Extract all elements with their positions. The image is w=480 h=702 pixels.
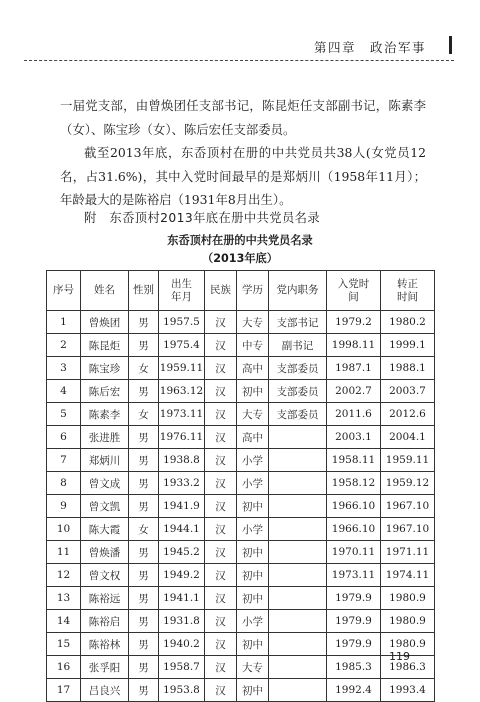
table-cell: 1966.10 [327,518,381,541]
table-cell: 男 [129,472,159,495]
table-cell: 副书记 [269,334,327,357]
table-cell: 1980.2 [381,311,435,334]
table-cell [269,679,327,702]
table-cell: 支部委员 [269,357,327,380]
table-cell: 2003.7 [381,380,435,403]
table-cell: 1958.12 [327,472,381,495]
table-cell: 大专 [237,656,269,679]
table-row [47,472,435,495]
table-cell: 汉 [205,426,237,449]
party-members-table [46,270,435,702]
table-cell: 1933.2 [159,472,205,495]
table-cell [269,472,327,495]
col-education-header: 学历 [237,271,269,311]
table-cell: 男 [129,610,159,633]
table-row [47,633,435,656]
table-cell [269,426,327,449]
table-cell: 1931.8 [159,610,205,633]
table-cell: 男 [129,541,159,564]
table-cell: 1967.10 [381,518,435,541]
table-cell: 男 [129,679,159,702]
table-cell: 初中 [237,380,269,403]
table-cell: 1958.11 [327,449,381,472]
table-cell: 初中 [237,633,269,656]
table-cell: 1998.11 [327,334,381,357]
col-full-member-date-header: 转正 时间 [381,271,435,311]
col-position-header: 党内职务 [269,271,327,311]
col-ethnicity-header: 民族 [205,271,237,311]
table-cell: 1975.4 [159,334,205,357]
table-cell: 曾文权 [81,564,129,587]
table-row [47,679,435,702]
table-cell: 5 [47,403,81,426]
table-cell: 张进胜 [81,426,129,449]
table-cell: 大专 [237,311,269,334]
table-cell: 1959.12 [381,472,435,495]
table-cell: 1941.1 [159,587,205,610]
table-cell: 男 [129,564,159,587]
table-cell: 13 [47,587,81,610]
table-cell: 1940.2 [159,633,205,656]
table-cell: 支部书记 [269,311,327,334]
table-cell: 曾焕潘 [81,541,129,564]
table-cell: 1967.10 [381,495,435,518]
table-cell: 陈后宏 [81,380,129,403]
table-cell: 汉 [205,403,237,426]
table-cell: 汉 [205,449,237,472]
table-cell: 曾焕团 [81,311,129,334]
table-row [47,610,435,633]
table-cell: 10 [47,518,81,541]
table-cell [269,564,327,587]
table-cell: 2002.7 [327,380,381,403]
table-cell: 17 [47,679,81,702]
table-row [47,426,435,449]
table-cell: 1953.8 [159,679,205,702]
table-cell: 1963.12 [159,380,205,403]
table-cell: 1970.11 [327,541,381,564]
table-row [47,449,435,472]
table-cell: 14 [47,610,81,633]
table-cell: 1938.8 [159,449,205,472]
table-cell: 初中 [237,564,269,587]
table-cell: 1980.9 [381,633,435,656]
table-cell: 15 [47,633,81,656]
table-cell [269,518,327,541]
table-cell: 1980.9 [381,587,435,610]
table-row [47,334,435,357]
table-cell: 6 [47,426,81,449]
table-cell: 4 [47,380,81,403]
table-cell: 1976.11 [159,426,205,449]
table-cell: 高中 [237,357,269,380]
table-cell: 陈宝珍 [81,357,129,380]
table-cell: 陈裕远 [81,587,129,610]
table-cell: 陈昆炬 [81,334,129,357]
table-cell: 1979.9 [327,587,381,610]
table-cell: 1966.10 [327,495,381,518]
table-cell: 初中 [237,587,269,610]
table-cell: 男 [129,449,159,472]
table-cell: 初中 [237,495,269,518]
table-cell: 郑炳川 [81,449,129,472]
col-name-header: 姓名 [81,271,129,311]
table-cell: 1 [47,311,81,334]
col-birth-header: 出生 年月 [159,271,205,311]
col-gender-header: 性别 [129,271,159,311]
table-cell [269,656,327,679]
table-row [47,541,435,564]
table-cell [269,633,327,656]
table-row [47,357,435,380]
table-cell: 男 [129,380,159,403]
table-cell: 陈裕林 [81,633,129,656]
table-cell: 支部委员 [269,403,327,426]
table-cell: 1941.9 [159,495,205,518]
table-cell: 男 [129,587,159,610]
table-cell: 陈素李 [81,403,129,426]
table-cell: 11 [47,541,81,564]
table-row [47,656,435,679]
table-cell: 女 [129,518,159,541]
table-cell: 1993.4 [381,679,435,702]
page-number: 119 [389,650,410,663]
table-cell: 汉 [205,518,237,541]
table-cell: 女 [129,357,159,380]
table-cell: 陈裕启 [81,610,129,633]
table-cell: 男 [129,311,159,334]
table-cell: 汉 [205,357,237,380]
table-row [47,518,435,541]
table-cell: 1988.1 [381,357,435,380]
table-cell: 汉 [205,610,237,633]
table-row [47,403,435,426]
table-row [47,311,435,334]
table-cell: 陈大霞 [81,518,129,541]
table-title: 东岙顶村在册的中共党员名录 [167,234,313,247]
table-cell: 汉 [205,541,237,564]
table-cell: 1973.11 [159,403,205,426]
table-row [47,564,435,587]
table-cell: 1987.1 [327,357,381,380]
table-cell: 1957.5 [159,311,205,334]
col-index-header: 序号 [47,271,81,311]
table-cell: 男 [129,334,159,357]
table-cell: 1973.11 [327,564,381,587]
table-cell: 大专 [237,403,269,426]
table-cell: 男 [129,633,159,656]
table-cell: 小学 [237,518,269,541]
table-cell: 高中 [237,426,269,449]
running-header [18,32,464,62]
table-cell: 男 [129,426,159,449]
table-cell [269,587,327,610]
table-cell: 12 [47,564,81,587]
table-cell: 汉 [205,656,237,679]
table-cell: 1992.4 [327,679,381,702]
table-cell: 1999.1 [381,334,435,357]
table-cell: 1974.11 [381,564,435,587]
table-cell: 2012.6 [381,403,435,426]
table-cell: 16 [47,656,81,679]
table-cell: 中专 [237,334,269,357]
table-cell: 初中 [237,679,269,702]
table-cell: 1979.2 [327,311,381,334]
table-cell: 1980.9 [381,610,435,633]
col-join-date-header: 入党时 间 [327,271,381,311]
table-cell: 1979.9 [327,633,381,656]
table-row [47,380,435,403]
paragraph-member-stats: 截至2013年底，东岙顶村在册的中共党员共38人(女党员12名，占31.6%)，其中入党时间最早的是郑炳川（1958年11月）；年龄最大的是陈裕启（1931年8月出生）。 [60,145,426,207]
table-cell: 1944.1 [159,518,205,541]
table-cell [269,610,327,633]
table-cell: 男 [129,495,159,518]
table-cell: 1979.9 [327,610,381,633]
header-divider [24,60,454,61]
table-cell: 张孚阳 [81,656,129,679]
table-cell: 小学 [237,472,269,495]
table-cell: 9 [47,495,81,518]
table-cell: 8 [47,472,81,495]
table-cell: 吕良兴 [81,679,129,702]
table-cell: 支部委员 [269,380,327,403]
table-cell: 曾文成 [81,472,129,495]
table-cell: 汉 [205,679,237,702]
table-cell: 汉 [205,587,237,610]
appendix-caption: 附 东岙顶村2013年底在册中共党员名录 [84,211,321,225]
table-cell [269,495,327,518]
paragraph-committee: 一届党支部，由曾焕团任支部书记，陈昆炬任支部副书记，陈素李（女）、陈宝珍（女）、陈后宏任支部委员。 [60,98,426,137]
table-cell: 2003.1 [327,426,381,449]
table-cell [269,541,327,564]
chapter-title: 第四章 政治军事 [313,40,426,55]
table-cell: 小学 [237,449,269,472]
table-cell: 1959.11 [381,449,435,472]
table-cell: 1971.11 [381,541,435,564]
table-cell: 汉 [205,472,237,495]
table-cell: 男 [129,656,159,679]
table-header-row [47,271,435,311]
table-cell: 1958.7 [159,656,205,679]
header-bar-mark [449,36,452,54]
table-cell: 7 [47,449,81,472]
table-row [47,587,435,610]
table-cell: 汉 [205,495,237,518]
table-cell: 汉 [205,311,237,334]
table-cell: 小学 [237,610,269,633]
table-cell: 女 [129,403,159,426]
table-cell: 初中 [237,541,269,564]
table-row [47,495,435,518]
table-subtitle: （2013年底） [202,252,278,265]
table-cell: 汉 [205,564,237,587]
table-cell: 1985.3 [327,656,381,679]
table-cell: 曾文凯 [81,495,129,518]
table-cell: 2 [47,334,81,357]
table-cell: 1986.3 [381,656,435,679]
table-cell: 汉 [205,334,237,357]
table-cell: 2011.6 [327,403,381,426]
table-cell: 汉 [205,633,237,656]
table-cell: 1949.2 [159,564,205,587]
table-cell: 1959.11 [159,357,205,380]
table-cell: 1945.2 [159,541,205,564]
table-cell [269,449,327,472]
table-cell: 2004.1 [381,426,435,449]
table-cell: 汉 [205,380,237,403]
table-cell: 3 [47,357,81,380]
